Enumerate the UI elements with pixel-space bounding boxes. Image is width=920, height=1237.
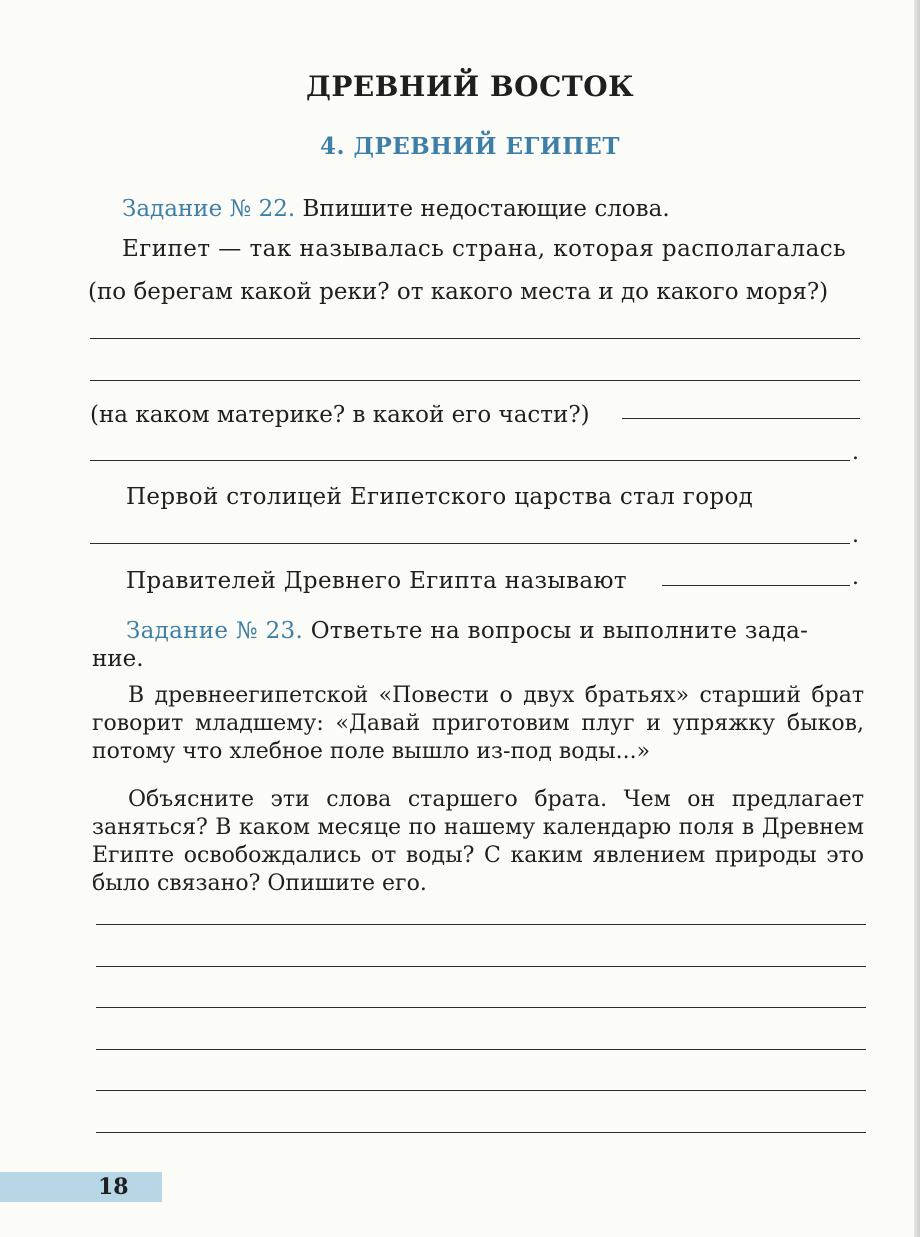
task22-text-rulers: Правителей Древнего Египта называют — [126, 568, 627, 594]
section-title: 4. ДРЕВНИЙ ЕГИПЕТ — [320, 133, 620, 160]
answer-line[interactable] — [90, 460, 850, 461]
answer-line[interactable] — [96, 966, 866, 967]
answer-line[interactable] — [96, 1049, 866, 1050]
task22-question-river: (по берегам какой реки? от какого места и до какого моря?) — [88, 279, 829, 305]
answer-line[interactable] — [96, 1090, 866, 1091]
page-number-band — [0, 1172, 162, 1202]
task22-text-egypt: Египет — так называлась страна, которая располагалась — [122, 236, 847, 262]
page-number: 18 — [98, 1174, 129, 1200]
answer-line[interactable] — [96, 924, 866, 925]
task22-heading — [122, 196, 670, 222]
period-mark: . — [852, 523, 859, 548]
page-title: ДРЕВНИЙ ВОСТОК — [305, 70, 635, 103]
answer-line[interactable] — [96, 1132, 866, 1133]
period-mark: . — [852, 565, 859, 590]
answer-line[interactable] — [96, 1007, 866, 1008]
page-edge-shadow — [914, 0, 920, 1237]
task22-label: Задание № 22. — [122, 196, 296, 222]
answer-line[interactable] — [90, 338, 860, 339]
task23-instruction: Ответьте на вопросы и выполните зада- — [310, 618, 809, 644]
answer-line[interactable] — [90, 380, 860, 381]
period-mark: . — [852, 440, 859, 465]
task23-instruction-cont: ние. — [92, 646, 144, 672]
answer-line[interactable] — [622, 418, 860, 419]
task23-quote-paragraph: В древнеегипетской «Повести о двух братьях» старший брат говорит младшему: «Давай приготовим плуг и упряжку быков, потому что хлебное поле вышло из-под воды...» — [92, 683, 864, 764]
answer-line[interactable] — [662, 585, 850, 586]
task22-instruction: Впишите недостающие слова. — [302, 196, 670, 222]
task23-label: Задание № 23. — [126, 618, 304, 644]
answer-line[interactable] — [90, 543, 850, 544]
task23-question-paragraph: Объясните эти слова старшего брата. Чем он предлагает заняться? В каком месяце по нашему календарю поля в Древнем Египте освобождались от воды? С каким явлением природы это было связано? Опишите его. — [92, 787, 864, 896]
task23-heading — [126, 618, 808, 644]
task22-question-continent: (на каком материке? в какой его части?) — [90, 402, 590, 428]
task22-text-capital: Первой столицей Египетского царства стал город — [126, 484, 754, 510]
